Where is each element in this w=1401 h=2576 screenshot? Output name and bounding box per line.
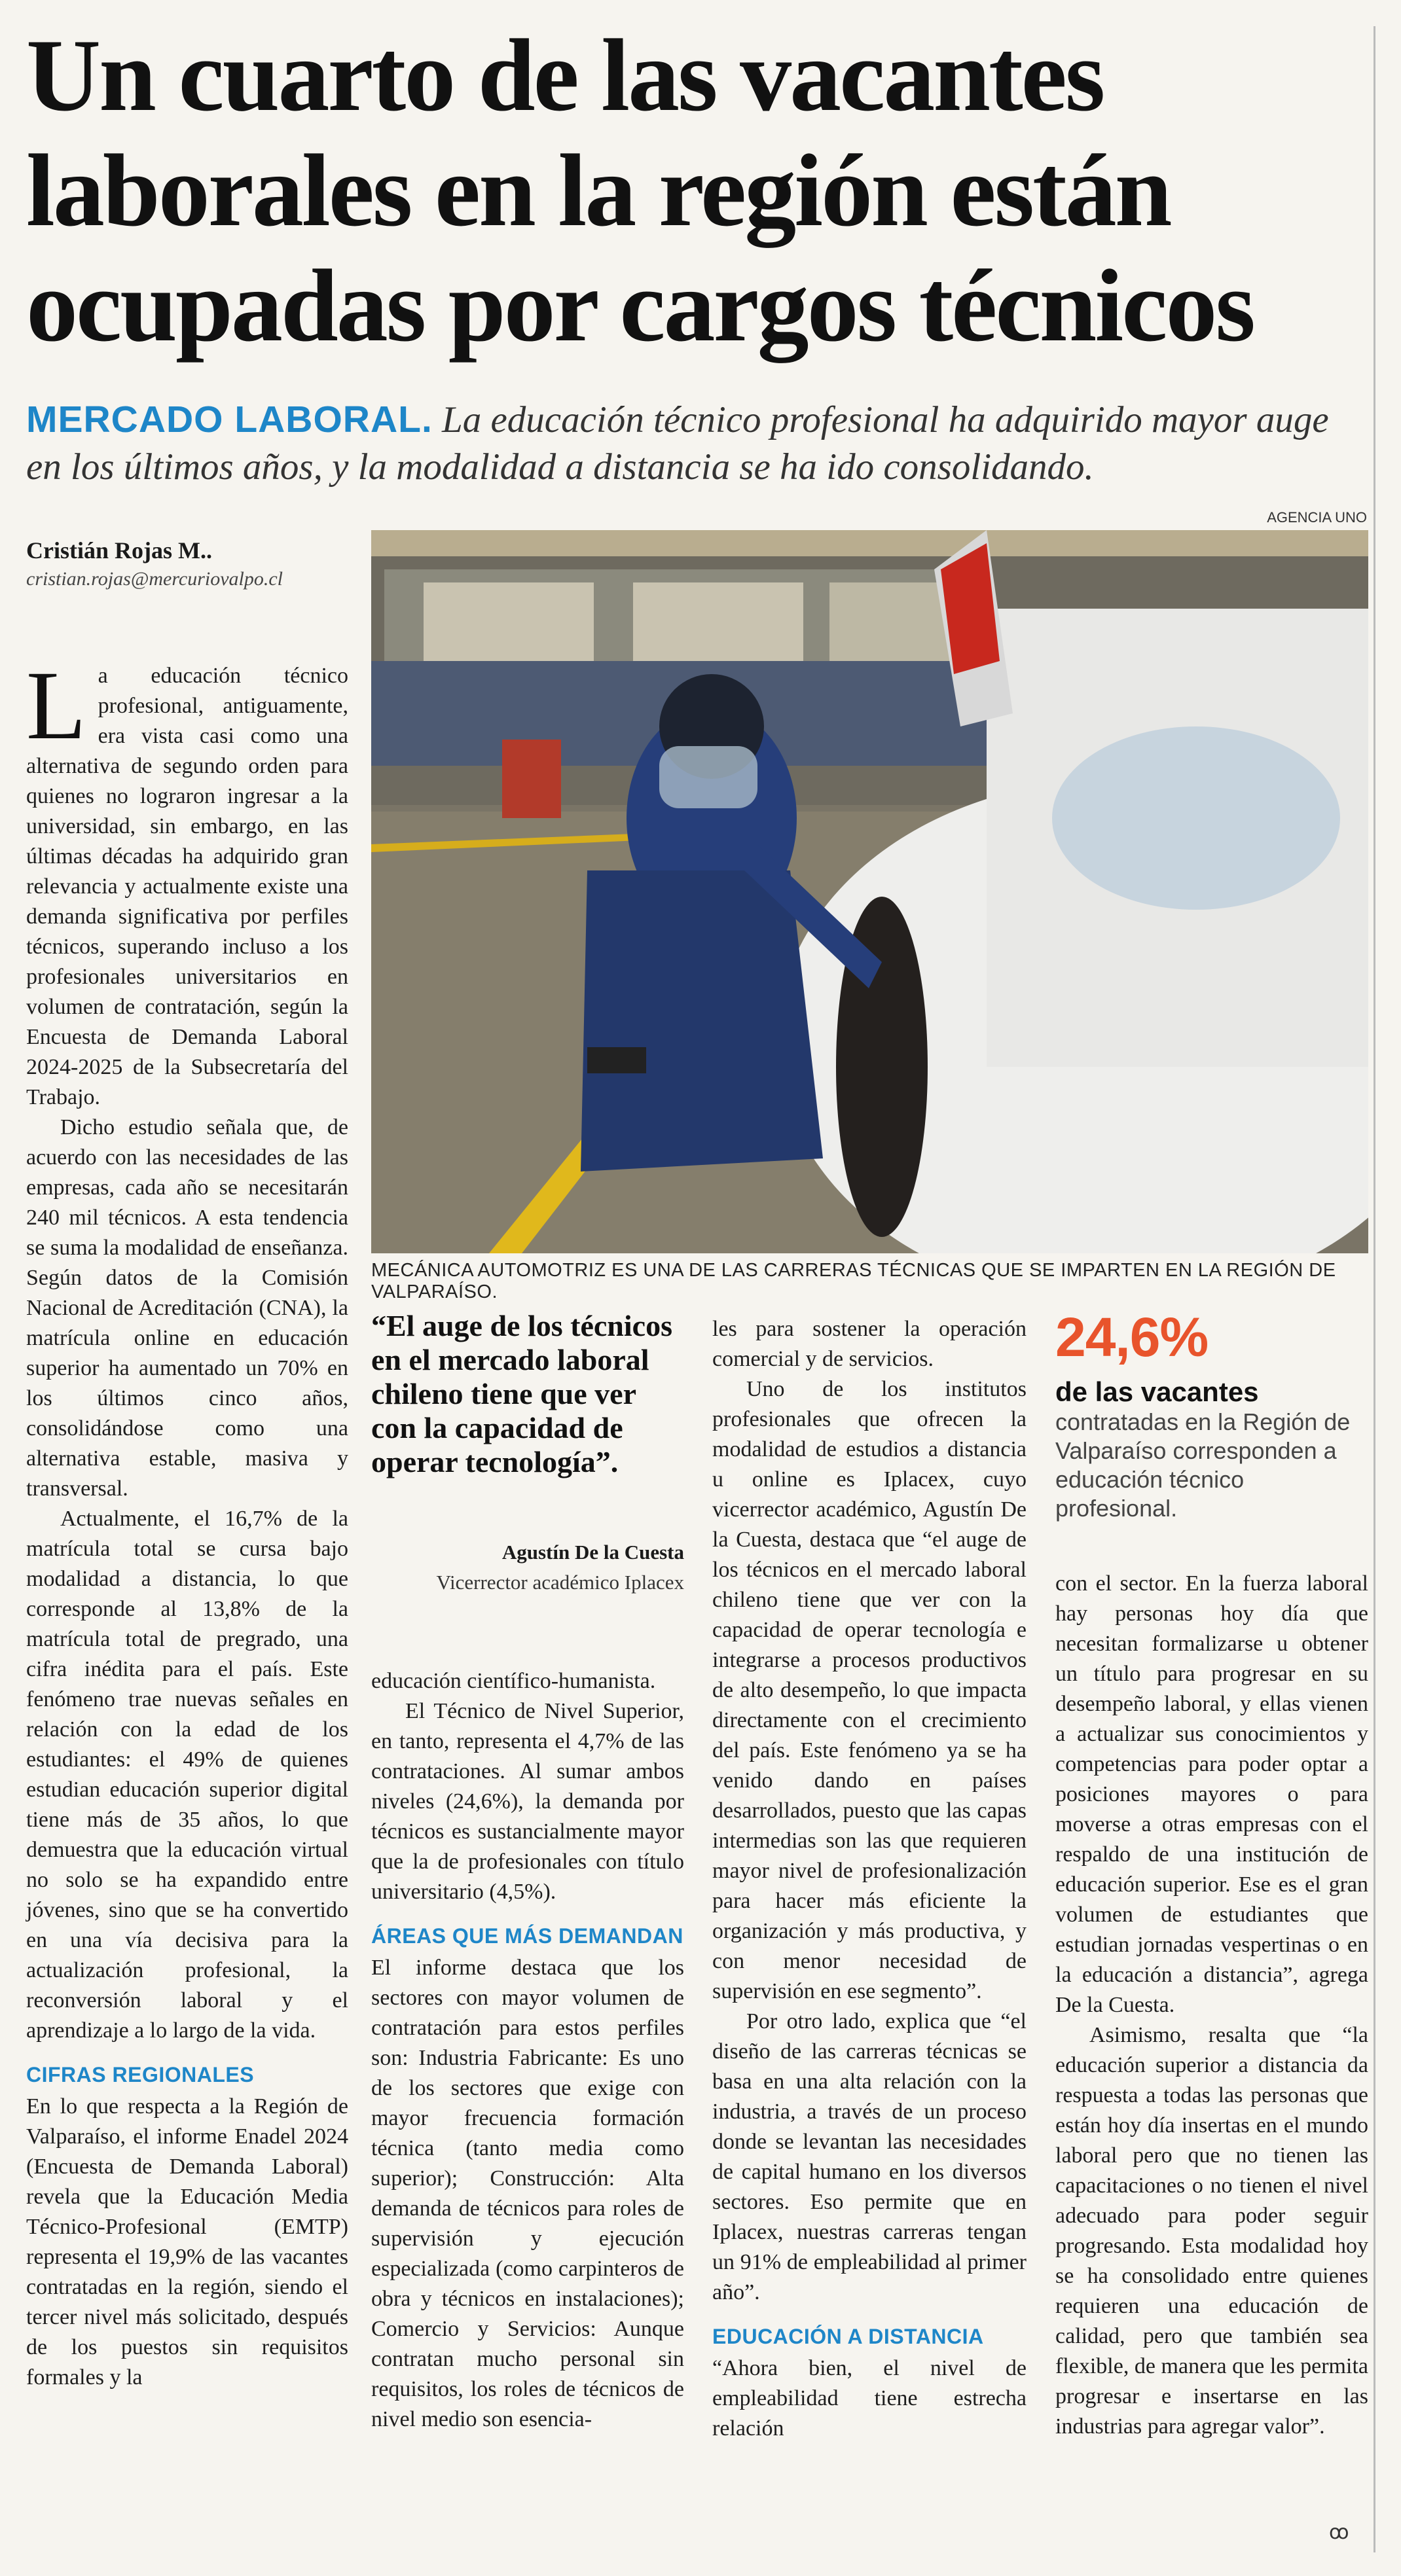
paragraph: Por otro lado, explica que “el diseño de las carreras técnicas se basa en una alta relación con la industria, a través de un proceso donde se levantan las necesidades de capital humano en los diversos sectores. Eso permite que en Iplacex, nuestras carreras tengan un 91% de empleabilidad al primer año”. (712, 2009, 1027, 2304)
paragraph: educación científico-humanista. (371, 1669, 656, 1693)
stat-description (1055, 1378, 1370, 1523)
pull-quote: “El auge de los técnicos en el mercado laboral chileno tiene que ver con la capacidad de operar tecnología”. (371, 1309, 672, 1478)
paragraph: Dicho estudio señala que, de acuerdo con las necesidades de las empresas, cada año se necesitarán 240 mil técnicos. A esta tendencia se suma la modalidad de enseñanza. Según datos de la Comisión Nacional de Acreditación (CNA), la matrícula online en educación superior ha aumentado un 70% en los últimos cinco años, consolidándose como una alternativa estable, masiva y transversal. (26, 1115, 348, 1501)
deck-kicker: MERCADO LABORAL. (26, 399, 433, 440)
headline: Un cuarto de las vacantes laborales en la región están ocupadas por cargos técnicos (26, 18, 1254, 363)
paragraph: El informe destaca que los sectores con mayor volumen de contratación para estos perfiles son: Industria Fabricante: Es uno de los sectores que exige con mayor frecuencia formación técnica (tanto media como superior); Construcción: Alta demanda de técnicos para roles de supervisión y ejecución especializada (como carpinteros de obra y técnicos en instalaciones); Comercio y Servicios: Aunque contratan mucho personal sin requisitos, los roles de técnicos de nivel medio son esencia- (371, 1956, 684, 2431)
end-mark-icon: ꝏ (1329, 2521, 1349, 2544)
paragraph: con el sector. En la fuerza laboral hay personas hoy día que necesitan formalizarse u obtener un título para progresar en su desempeño laboral, y ellas vienen a actualizar sus conocimientos y competencias para poder optar a posiciones mayores o para moverse a otras empresas con el respaldo de una institución de educación superior. Ese es el gran volumen de estudiantes que estudian jornadas vespertinas o en la educación a distancia”, agrega De la Cuesta. (1055, 1571, 1368, 2017)
column-rule (1374, 26, 1375, 2552)
paragraph: Uno de los institutos profesionales que ofrecen la modalidad de estudios a distancia u online es Iplacex, cuyo vicerrector académico, Agustín De la Cuesta, destaca que “el auge de los técnicos en el mercado laboral chileno tiene que ver con la capacidad de operar tecnología e integrarse a procesos productivos de alto desempeño, lo que impacta directamente con el crecimiento del país. Este fenómeno ya se ha venido dando en países desarrollados, puesto que las capas intermedias son las que requieren mayor nivel de profesionalización para hacer más eficiente la organización y más productiva, y con menor necesidad de supervisión en ese segmento”. (712, 1377, 1027, 2003)
stat-bold: de las vacantes (1055, 1376, 1259, 1407)
quote-author-role: Vicerrector académico Iplacex (436, 1571, 684, 1594)
deck-text: La educación técnico profesional ha adquirido mayor auge en los últimos años, y la modalidad a distancia se ha ido consolidando. (26, 399, 1329, 488)
byline-email[interactable]: cristian.rojas@mercuriovalpo.cl (26, 568, 283, 590)
subhead-educacion-distancia: EDUCACIÓN A DISTANCIA (712, 2325, 984, 2348)
paragraph: El Técnico de Nivel Superior, en tanto, representa el 4,7% de las contrataciones. Al sumar ambos niveles (24,6%), la demanda por técnicos es sustancialmente mayor que la de profesionales con título universitario (4,5%). (371, 1699, 684, 1904)
body-column-2 (371, 1666, 684, 2550)
stat-number: 24,6% (1055, 1306, 1209, 1368)
body-column-4 (1055, 1569, 1368, 2550)
paragraph: Actualmente, el 16,7% de la matrícula total se cursa bajo modalidad a distancia, lo que corresponde al 13,8% de la matrícula total de pregrado, una cifra inédita para el país. Este fenómeno trae nuevas señales en relación con la edad de los estudiantes: el 49% de quienes estudian educación superior digital tiene más de 35 años, lo que demuestra que la educación virtual no solo se ha expandido entre jóvenes, sino que se ha convertido en una vía decisiva para la actualización profesional, la reconversión laboral y el aprendizaje a lo largo de la vida. (26, 1507, 348, 2043)
paragraph: les para sostener la operación comercial y de servicios. (712, 1317, 1027, 1371)
byline-name: Cristián Rojas M.. (26, 537, 212, 564)
subhead-areas-demandan: ÁREAS QUE MÁS DEMANDAN (371, 1924, 683, 1948)
subhead-cifras-regionales: CIFRAS REGIONALES (26, 2063, 255, 2086)
quote-author: Agustín De la Cuesta (501, 1541, 684, 1564)
drop-cap: L (26, 651, 86, 760)
paragraph: En lo que respecta a la Región de Valparaíso, el informe Enadel 2024 (Encuesta de Demanda Laboral) revela que la Educación Media Técnico-Profesional (EMTP) representa el 19,9% de las vacantes contratadas en la región, siendo el tercer nivel más solicitado, después de los puestos sin requisitos formales y la (26, 2094, 348, 2389)
deck (26, 396, 1362, 491)
paragraph-text: a educación técnico profesional, antiguamente, era vista casi como una alternativa de segundo orden para quienes no lograron ingresar a la universidad, sin embargo, en las últimas décadas ha adquirido gran relevancia y actualmente existe una demanda significativa por perfiles técnicos, superando incluso a los profesionales universitarios en volumen de contratación, según la Encuesta de Demanda Laboral 2024-2025 de la Subsecretaría del Trabajo. (26, 664, 348, 1109)
photo-credit: AGENCIA UNO (1267, 509, 1367, 526)
photo-caption: MECÁNICA AUTOMOTRIZ ES UNA DE LAS CARRERAS TÉCNICAS QUE SE IMPARTEN EN LA REGIÓN DE VALPARAÍSO. (371, 1260, 1336, 1302)
article-photo (371, 530, 1368, 1253)
paragraph (26, 651, 348, 1113)
body-column-3 (712, 1314, 1027, 2550)
paragraph: Asimismo, resalta que “la educación superior a distancia da respuesta a todas las personas que están hoy día insertas en el mundo laboral pero que no tienen las capacitaciones o no tienen el nivel adecuado para poder seguir progresando. Esta modalidad hoy se ha consolidado entre quienes requieren una educación de calidad, pero que también sea flexible, de manera que les permita progresar e insertarse en las industrias para agregar valor”. (1055, 2023, 1368, 2439)
stat-text: contratadas en la Región de Valparaíso corresponden a educación técnico profesional. (1055, 1408, 1351, 1522)
mechanic-photo-illustration (371, 530, 1368, 1253)
body-column-1 (26, 651, 348, 2546)
paragraph: “Ahora bien, el nivel de empleabilidad tiene estrecha relación (712, 2356, 1027, 2441)
